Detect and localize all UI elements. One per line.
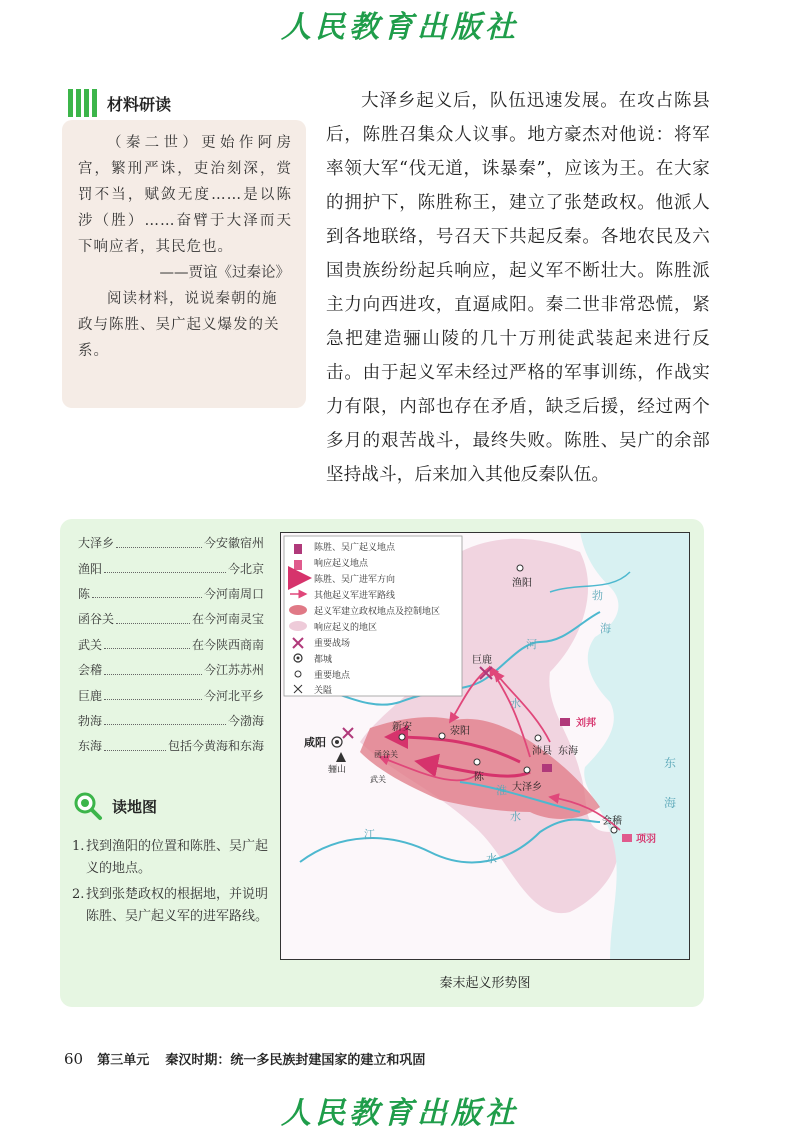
publisher-logo-bottom: 人民教育出版社 [281,1096,519,1131]
material-question: 阅读材料，说说秦朝的施政与陈胜、吴广起义爆发的关系。 [78,291,280,359]
response-site-icon [294,560,302,570]
legend-item: 重要战场 [314,639,351,649]
place-marker [399,734,405,740]
material-header [68,88,171,118]
material-title: 材料研读 [107,94,172,114]
glossary-row: 陈 今河南周口 [78,586,264,601]
chapter-title: 秦汉时期：统一多民族封建国家的建立和巩固 [165,1053,426,1068]
read-map-item: 1. 找到渔阳的位置和陈胜、吴广起义的地点。 [72,839,269,876]
material-box [62,120,306,408]
water-label: 江 [364,828,375,841]
place-label: 巨鹿 [472,655,492,666]
read-map-list [72,836,272,932]
map-caption: 秦末起义形势图 [439,976,531,991]
map-legend [284,536,462,696]
water-label: 水 [510,810,521,823]
main-paragraph: 大泽乡起义后，队伍迅速发展。在攻占陈县后，陈胜召集众人议事。地方豪杰对他说：将军率领大军“伐无道，诛暴秦”，应该为王。在大家的拥护下，陈胜称王，建立了张楚政权。他派人到各地联络，号召天下共起反秦。各地农民及六国贵族纷纷起兵响应，起义军不断壮大。陈胜派主力向西进攻，直逼咸阳。秦二世非常恐慌，紧急把建造骊山陵的几十万刑徒武装起来进行反击。由于起义军未经过严格的军事训练，作战实力有限，内部也存在矛盾，缺乏后援，经过两个多月的艰苦战斗，最终失败。陈胜、吴广的余部坚持战斗，后来加入其他反秦队伍。 [326,91,710,485]
place-label: 咸阳 [304,736,326,749]
place-label: 渔阳 [512,578,532,589]
place-marker [611,827,617,833]
legend-item: 响应起义地点 [314,559,369,569]
uprising-site-marker [542,764,552,772]
glossary-row: 东海 包括今黄海和东海 [78,739,264,754]
footer [64,1049,425,1068]
glossary-row: 函谷关 在今河南灵宝 [78,612,264,627]
uprising-site-icon [294,544,302,554]
legend-item: 关隘 [314,686,333,696]
water-label: 水 [510,697,521,710]
place-label: 武关 [370,775,386,784]
place-label: 骊山 [328,765,347,775]
legend-item: 都城 [314,655,333,665]
legend-item: 陈胜、吴广起义地点 [314,543,396,553]
place-marker [517,565,523,571]
material-quote: （秦二世）更始作阿房宫，繁刑严诛，吏治刻深，赏罚不当，赋敛无度……是以陈涉（胜）……奋臂于大泽而天下响应者，其民危也。 [78,135,292,255]
place-label: 荥阳 [450,726,470,737]
place-marker [439,733,445,739]
glossary-row: 勃海 今渤海 [78,713,264,728]
place-marker [535,735,541,741]
read-map-title: 读地图 [112,797,158,816]
water-label: 淮 [496,784,507,797]
place-label: 项羽 [636,834,656,845]
place-marker [524,767,530,773]
legend-item: 响应起义的地区 [314,623,378,633]
place-label: 会稽 [602,816,622,827]
glossary-row: 大泽乡 今安徽宿州 [78,536,264,551]
read-map-item: 2. 找到张楚政权的根据地，并说明陈胜、吴广起义军的进军路线。 [72,887,269,924]
response-area-icon [289,621,307,631]
uprising-map [280,532,690,960]
water-label: 勃 [592,589,603,602]
glossary-row: 武关 在今陕西商南 [78,637,264,652]
place-marker [474,759,480,765]
glossary-row: 巨鹿 今河北平乡 [78,688,264,703]
response-site-marker [622,834,632,842]
water-label: 海 [600,622,611,635]
water-label: 水 [486,852,497,865]
place-label: 大泽乡 [512,782,542,793]
place-label: 刘邦 [576,718,596,729]
read-map-header [72,790,157,822]
publisher-logo-top: 人民教育出版社 [281,10,519,45]
glossary [78,530,264,759]
place-label: 函谷关 [374,750,398,759]
glossary-row: 渔阳 今北京 [78,561,264,576]
place-label: 沛县 [532,746,552,757]
unit-label: 第三单元 [97,1053,150,1068]
regime-area-icon [289,605,307,615]
important-place-icon [295,671,301,677]
magnifier-icon [72,790,104,822]
material-bars-icon [68,89,97,117]
glossary-row: 会稽 今江苏苏州 [78,663,264,678]
legend-item: 起义军建立政权地点及控制地区 [314,607,441,617]
response-site-marker [560,718,570,726]
water-label: 海 [664,796,677,810]
page-number: 60 [64,1050,84,1068]
water-label: 河 [526,638,537,651]
legend-item: 其他起义军进军路线 [314,591,396,601]
material-source: ——贾谊《过秦论》 [159,265,290,281]
place-label: 新安 [392,722,412,733]
legend-item: 重要地点 [314,671,351,681]
water-label: 东 [664,756,677,770]
legend-item: 陈胜、吴广进军方向 [314,575,396,585]
place-label: 东海 [558,746,578,757]
place-label: 陈 [474,772,484,783]
